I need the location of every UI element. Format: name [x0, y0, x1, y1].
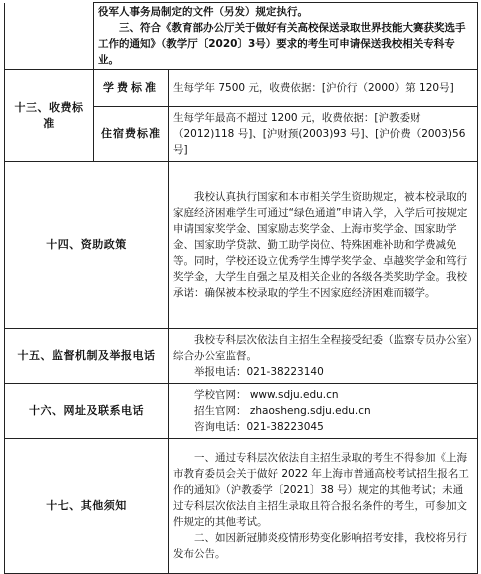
supervision-text: 我校专科层次依法自主招生全程接受纪委（监察专员办公室）综合办公室监督。 举报电话：021-38223140 [169, 329, 478, 384]
table-row [5, 329, 478, 384]
other-paragraph-1: 一、通过专科层次依法自主招生录取的考生不得参加《上海市教育委员会关于做好 2022 年上海市普通高校考试招生报名工作的通知》（沪教委学〔2021〕38 号）规定的其他考试；未通过专科层次依法自主招生录取且符合报名条件的考生，可参加文件规定的其他考试。 [173, 452, 469, 528]
table-row [5, 70, 478, 107]
worldskills-paragraph: 三、符合《教育部办公厅关于做好有关高校保送录取世界技能大赛获奖选手工作的通知》（教学厅〔2020〕3号）要求的考生可申请保送我校相关专科专业。 [98, 22, 466, 66]
empty-label-cell [5, 3, 94, 70]
table-row [5, 384, 478, 439]
table-row [5, 3, 478, 70]
tuition-text: 生每学年 7500 元，收费依据：[沪价行（2000）第 120号] [169, 70, 478, 107]
continued-paragraph: 役军人事务局制定的文件（另发）规定执行。 [98, 6, 308, 18]
admissions-website: 招生官网： zhaosheng.sdju.edu.cn [194, 405, 371, 417]
dorm-label: 住宿费标准 [94, 107, 169, 162]
admission-rules-table [4, 2, 478, 574]
other-text [169, 439, 478, 574]
contact-label: 十六、网址及联系电话 [5, 384, 169, 439]
table-row [5, 162, 478, 329]
consult-phone: 咨询电话：021-38223045 [194, 421, 324, 433]
report-phone: 举报电话：021-38223140 [194, 366, 324, 378]
supervision-label: 十五、监督机制及举报电话 [5, 329, 169, 384]
aid-label: 十四、资助政策 [5, 162, 169, 329]
table-row [5, 439, 478, 574]
continued-text-cell [94, 3, 478, 70]
tuition-label: 学费标准 [94, 70, 169, 107]
other-paragraph-2: 二、如因新冠肺炎疫情形势变化影响招考安排，我校将另行发布公告。 [173, 532, 467, 560]
aid-text: 我校认真执行国家和本市相关学生资助规定，被本校录取的家庭经济困难学生可通过“绿色通道”申请入学，入学后可按规定申请国家奖学金、国家励志奖学金、上海市奖学金、国家助学金、国家助学贷款、勤工助学岗位、特殊困难补助和学费减免等。同时，学校还设立优秀学生博学奖学金、卓越奖学金和笃行奖学金，大学生自强之星及相关企业的各级各类奖助学金。我校承诺：确保被本校录取的学生不因家庭经济困难而辍学。 [169, 162, 478, 329]
contact-text [169, 384, 478, 439]
dorm-text: 生每学年最高不超过 1200 元，收费依据：[沪教委财（2012)118 号]、[沪财预(2003)93 号]、[沪价费（2003)56 号] [169, 107, 478, 162]
fees-label: 十三、收费标准 [5, 70, 94, 162]
school-website: 学校官网： www.sdju.edu.cn [194, 389, 339, 401]
other-label: 十七、其他须知 [5, 439, 169, 574]
